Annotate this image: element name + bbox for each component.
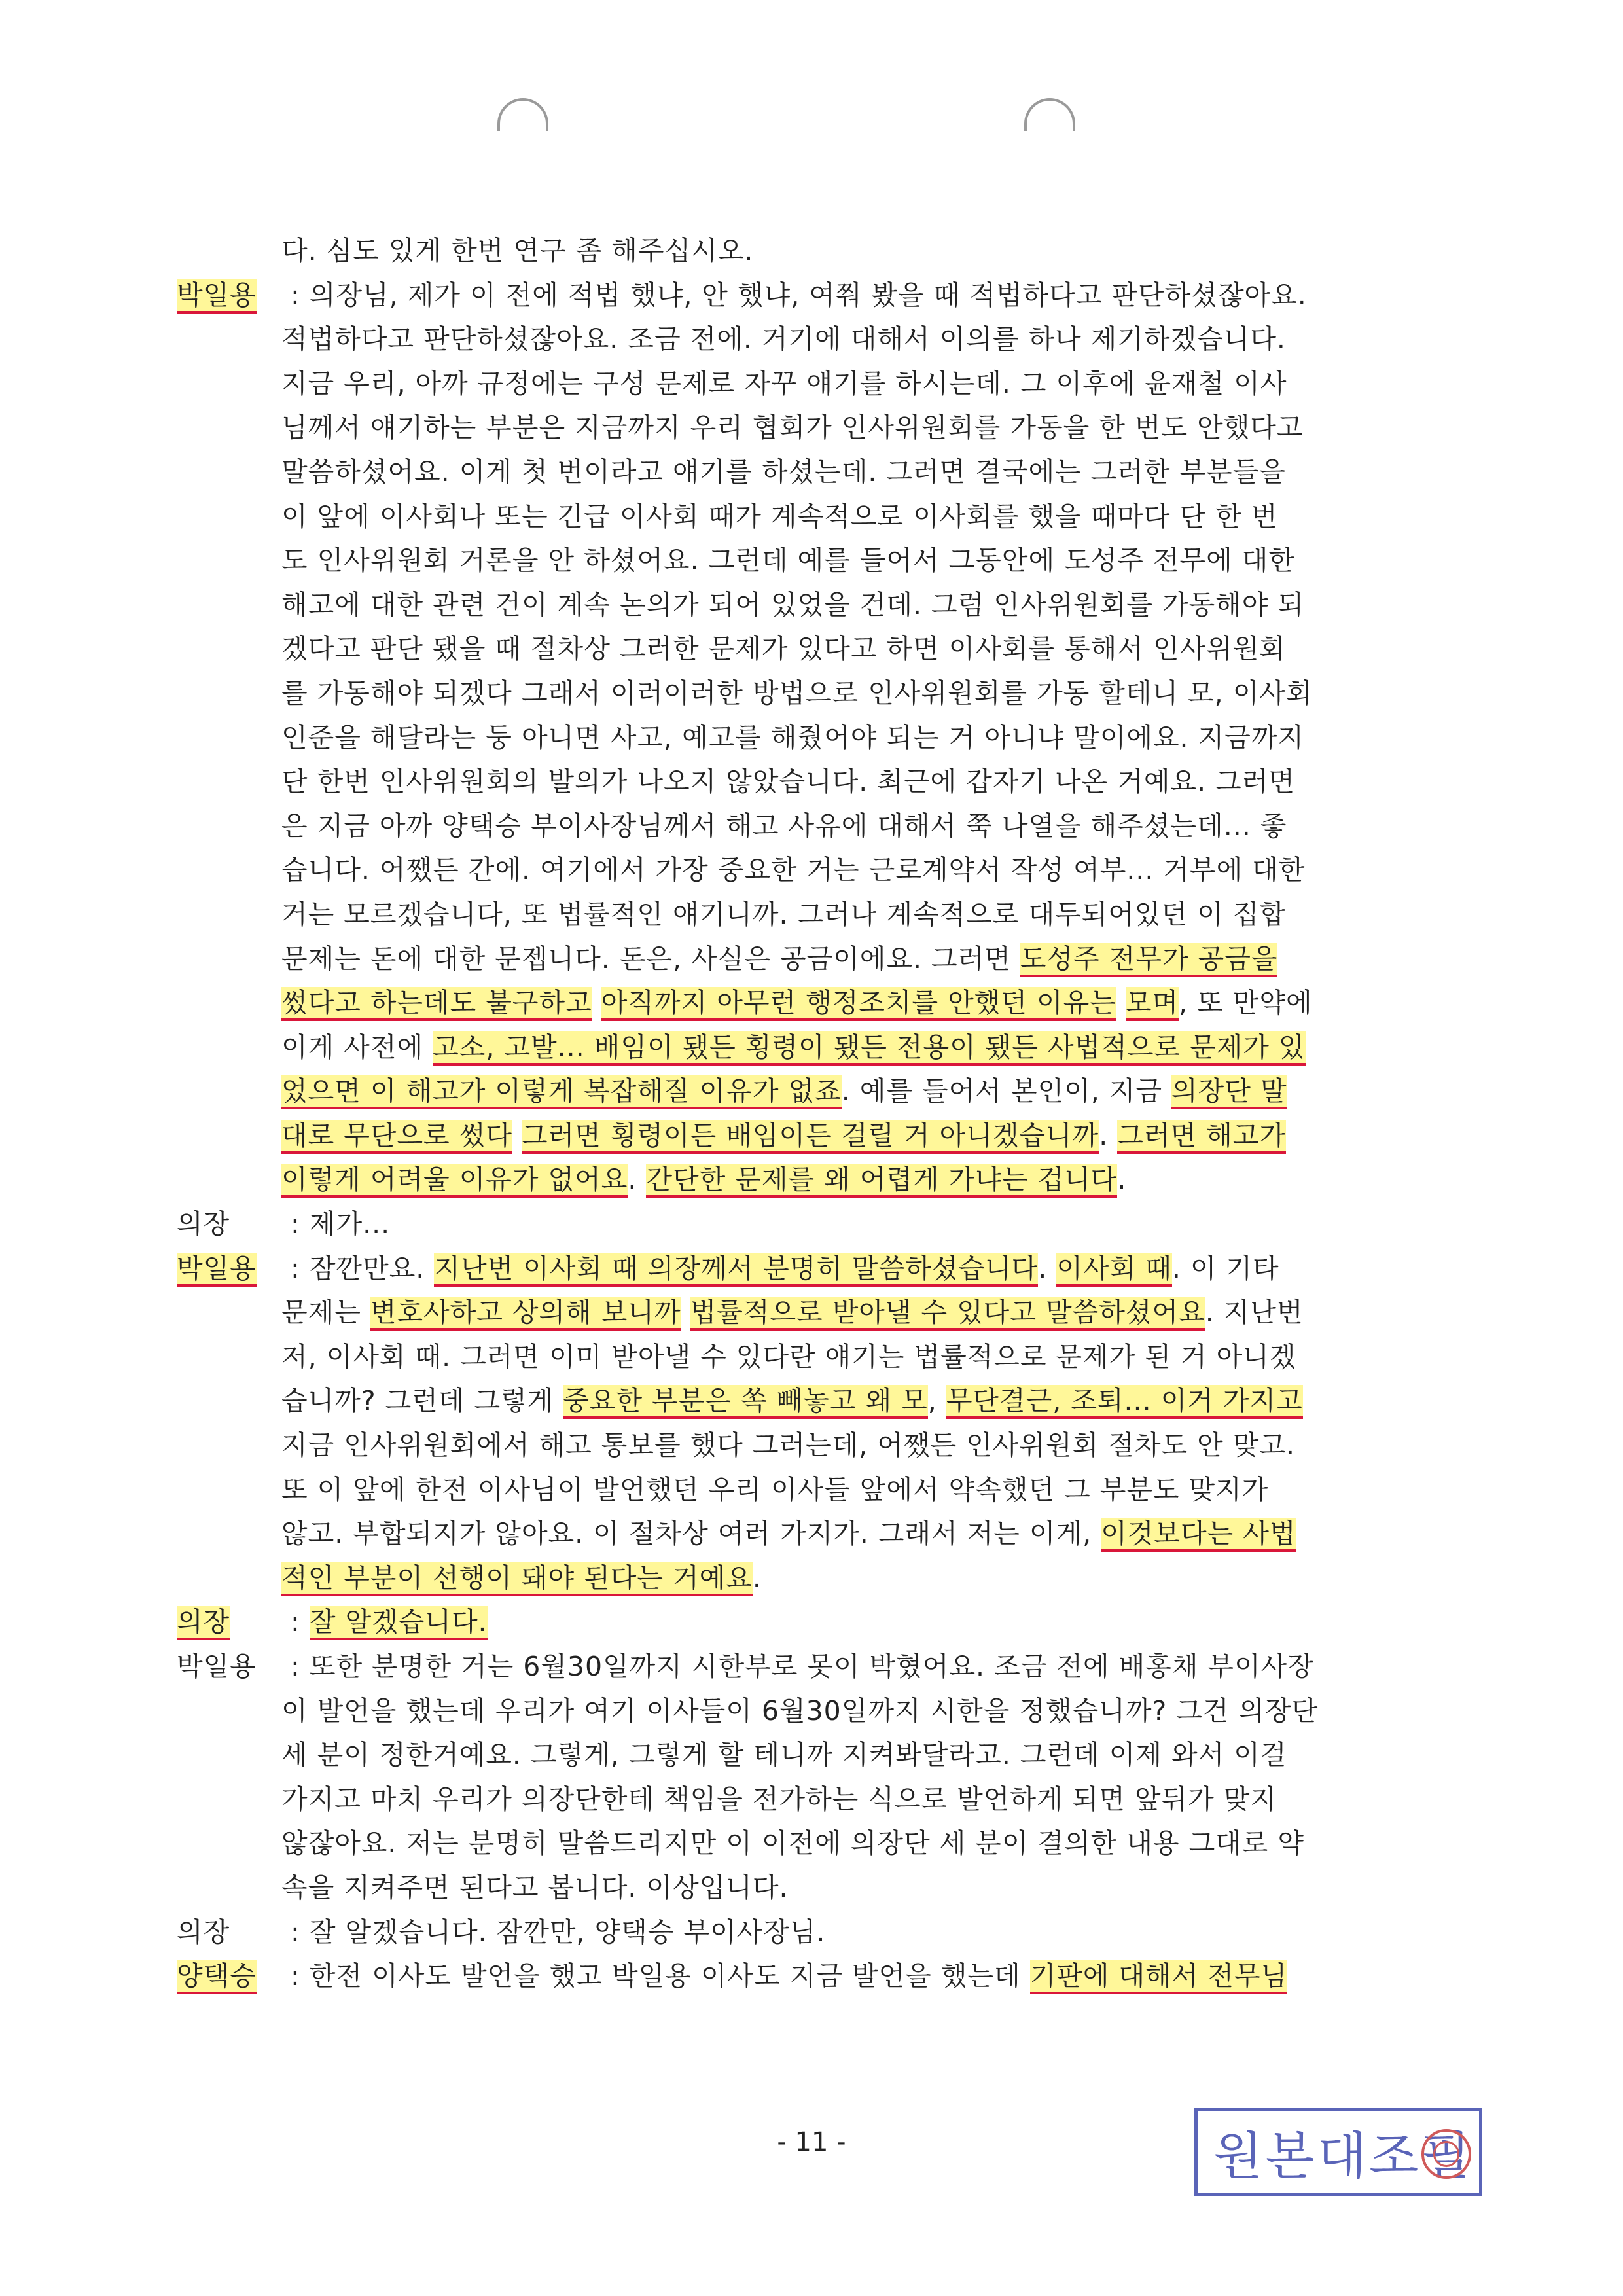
transcript-text: 지금 우리, 아까 규정에는 구성 문제로 자꾸 얘기를 하시는데. 그 이후에 윤재철 이사 — [281, 367, 1287, 399]
speaker-line — [177, 1202, 1459, 1247]
highlighted-text: 적인 부분이 선행이 돼야 된다는 거예요 — [281, 1562, 753, 1596]
original-verified-stamp — [1194, 2108, 1482, 2196]
transcript-line — [177, 848, 1459, 893]
highlighted-text: 기판에 대해서 전무님 — [1030, 1960, 1288, 1994]
transcript-line — [177, 1291, 1459, 1335]
transcript-line — [177, 1778, 1459, 1822]
seal-icon — [1421, 2129, 1471, 2179]
transcript-line — [177, 760, 1459, 804]
transcript-text: 인준을 해달라는 둥 아니면 사고, 예고를 해줬어야 되는 거 아니냐 말이에요. 지금까지 — [281, 721, 1305, 753]
transcript-line — [177, 1512, 1459, 1556]
transcript-text: 겠다고 판단 됐을 때 절차상 그러한 문제가 있다고 하면 이사회를 통해서 인사위원회 — [281, 633, 1286, 665]
transcript-text: : 한전 이사도 발언을 했고 박일용 이사도 지금 발언을 했는데 — [281, 1960, 1030, 1992]
transcript-text: 님께서 얘기하는 부분은 지금까지 우리 협회가 인사위원회를 가동을 한 번도 안했다고 — [281, 412, 1304, 444]
transcript-line — [177, 1821, 1459, 1866]
speaker-name-cell — [177, 274, 281, 318]
transcript-text: 지금 인사위원회에서 해고 통보를 했다 그러는데, 어쨌든 인사위원회 절차도 안 맞고. — [281, 1429, 1295, 1462]
punch-hole-mark — [1024, 98, 1075, 131]
speaker-name: 박일용 — [177, 279, 257, 314]
highlighted-text: 잘 알겠습니다. — [310, 1606, 488, 1640]
transcript-text: 가지고 마치 우리가 의장단한테 책임을 전가하는 식으로 발언하게 되면 앞뒤가 맞지 — [281, 1783, 1277, 1815]
transcript-text: . 예를 들어서 본인이, 지금 — [841, 1075, 1172, 1107]
transcript-line — [177, 893, 1459, 937]
highlighted-text: 지난번 이사회 때 의장께서 분명히 말씀하셨습니다 — [434, 1253, 1038, 1287]
punch-hole-mark — [497, 98, 548, 131]
transcript-text: 거는 모르겠습니다, 또 법률적인 얘기니까. 그러나 계속적으로 대두되어있던 이 집합 — [281, 898, 1286, 930]
transcript-text: , 또 만약에 — [1179, 987, 1313, 1019]
meeting-transcript — [177, 229, 1459, 1999]
transcript-text: . — [1117, 1164, 1127, 1196]
speaker-line — [177, 1645, 1459, 1689]
speaker-name: 의장 — [177, 1606, 230, 1640]
transcript-line — [177, 539, 1459, 583]
transcript-line — [177, 981, 1459, 1026]
highlighted-text: 아직까지 아무런 행정조치를 안했던 이유는 — [601, 987, 1116, 1021]
transcript-text: . — [1038, 1252, 1057, 1284]
speaker-name-cell — [177, 1910, 281, 1955]
highlighted-text: 도성주 전무가 공금을 — [1020, 943, 1278, 977]
speaker-name-cell — [177, 1247, 281, 1291]
transcript-line — [177, 1733, 1459, 1778]
transcript-text: . 이 기타 — [1171, 1252, 1279, 1284]
highlighted-text: 이렇게 어려울 이유가 없어요 — [281, 1164, 628, 1198]
transcript-text: . — [1099, 1119, 1118, 1151]
transcript-text: : 잠깐만요. — [281, 1252, 435, 1284]
transcript-line — [177, 583, 1459, 628]
highlighted-text: 었으면 이 해고가 이렇게 복잡해질 이유가 없죠 — [281, 1075, 842, 1109]
transcript-line — [177, 716, 1459, 761]
transcript-text: 말씀하셨어요. 이게 첫 번이라고 얘기를 하셨는데. 그러면 결국에는 그러한 부분들을 — [281, 456, 1286, 488]
speaker-line — [177, 274, 1459, 318]
transcript-line — [177, 1026, 1459, 1070]
speaker-name-cell — [177, 1645, 281, 1689]
transcript-text: 저, 이사회 때. 그러면 이미 받아낼 수 있다란 얘기는 법률적으로 문제가 된 거 아니겠 — [281, 1340, 1296, 1372]
stamp-text: 원본대조필 — [1213, 2126, 1473, 2186]
highlighted-text: 썼다고 하는데도 불구하고 — [281, 987, 592, 1021]
transcript-text: 적법하다고 판단하셨잖아요. 조금 전에. 거기에 대해서 이의를 하나 제기하겠습니다. — [281, 323, 1286, 355]
transcript-line — [177, 804, 1459, 849]
transcript-line — [177, 1689, 1459, 1734]
transcript-text: 습니다. 어쨌든 간에. 여기에서 가장 중요한 거는 근로계약서 작성 여부... 거부에 대한 — [281, 854, 1306, 886]
speaker-line — [177, 1954, 1459, 1999]
transcript-line — [177, 317, 1459, 362]
transcript-text: 세 분이 정한거예요. 그렇게, 그렇게 할 테니까 지켜봐달라고. 그런데 이제 와서 이걸 — [281, 1739, 1287, 1771]
speaker-name-cell — [177, 1202, 281, 1247]
transcript-line — [177, 229, 1459, 274]
transcript-line — [177, 1424, 1459, 1468]
transcript-text: 은 지금 아까 양택승 부이사장님께서 해고 사유에 대해서 쭉 나열을 해주셨는데... 좋 — [281, 810, 1287, 842]
transcript-line — [177, 362, 1459, 406]
transcript-text: 단 한번 인사위원회의 발의가 나오지 않았습니다. 최근에 갑자기 나온 거예요. 그러면 — [281, 766, 1295, 798]
transcript-text: : 제가... — [281, 1208, 391, 1240]
transcript-text: 않고. 부합되지가 않아요. 이 절차상 여러 가지가. 그래서 저는 이게, — [281, 1518, 1101, 1550]
highlighted-text: 대로 무단으로 썼다 — [281, 1120, 512, 1154]
highlighted-text: 무단결근, 조퇴... 이거 가지고 — [946, 1385, 1303, 1419]
page-number: - 11 - — [777, 2127, 846, 2157]
highlighted-text: 법률적으로 받아낼 수 있다고 말씀하셨어요 — [690, 1297, 1205, 1331]
transcript-line — [177, 1114, 1459, 1158]
speaker-line — [177, 1910, 1459, 1955]
transcript-text: : 잘 알겠습니다. 잠깐만, 양택승 부이사장님. — [281, 1916, 826, 1948]
transcript-text: : 또한 분명한 거는 6월30일까지 시한부로 못이 박혔어요. 조금 전에 배홍채 부이사장 — [281, 1651, 1314, 1682]
highlighted-text: 변호사하고 상의해 보니까 — [370, 1297, 681, 1331]
highlighted-text: 중요한 부분은 쏙 빼놓고 왜 모 — [563, 1385, 927, 1419]
highlighted-text: 고소, 고발... 배임이 됐든 횡령이 됐든 전용이 됐든 사법적으로 문제가 있 — [433, 1031, 1305, 1066]
transcript-text: 습니까? 그런데 그렇게 — [281, 1385, 563, 1417]
highlighted-text: 그러면 해고가 — [1117, 1120, 1286, 1154]
speaker-name: 양택승 — [177, 1960, 257, 1994]
transcript-line — [177, 495, 1459, 539]
transcript-text: : 의장님, 제가 이 전에 적법 했냐, 안 했냐, 여쭤 봤을 때 적법하다고 판단하셨잖아요. — [281, 279, 1307, 311]
highlighted-text: 간단한 문제를 왜 어렵게 가냐는 겁니다 — [646, 1164, 1117, 1198]
highlighted-text: 이것보다는 사법 — [1101, 1518, 1296, 1552]
transcript-line — [177, 937, 1459, 982]
transcript-text: 또 이 앞에 한전 이사님이 발언했던 우리 이사들 앞에서 약속했던 그 부분도 맞지가 — [281, 1473, 1269, 1505]
speaker-name-cell — [177, 1954, 281, 1999]
transcript-text: 다. 심도 있게 한번 연구 좀 해주십시오. — [281, 235, 754, 266]
transcript-line — [177, 406, 1459, 450]
highlighted-text: 의장단 말 — [1171, 1075, 1287, 1109]
highlighted-text: 이사회 때 — [1056, 1253, 1171, 1287]
transcript-text: 이 발언을 했는데 우리가 여기 이사들이 6월30일까지 시한을 정했습니까? 그건 의장단 — [281, 1695, 1319, 1727]
transcript-text: . — [628, 1164, 647, 1196]
transcript-text: 않잖아요. 저는 분명히 말씀드리지만 이 이전에 의장단 세 분이 결의한 내용 그대로 약 — [281, 1827, 1305, 1859]
transcript-text: . 지난번 — [1205, 1297, 1304, 1329]
transcript-text: 를 가동해야 되겠다 그래서 이러이러한 방법으로 인사위원회를 가동 할테니 모, 이사회 — [281, 677, 1313, 709]
transcript-text: 해고에 대한 관련 건이 계속 논의가 되어 있었을 건데. 그럼 인사위원회를 가동해야 되 — [281, 588, 1305, 620]
transcript-line — [177, 450, 1459, 495]
speaker-name: 박일용 — [177, 1253, 257, 1287]
transcript-text: . — [752, 1562, 762, 1594]
speaker-name: 의장 — [177, 1916, 230, 1948]
transcript-line — [177, 1335, 1459, 1380]
transcript-line — [177, 672, 1459, 716]
highlighted-text: 모며 — [1126, 987, 1179, 1021]
transcript-text — [592, 987, 601, 1018]
transcript-line — [177, 1468, 1459, 1513]
transcript-line — [177, 1556, 1459, 1601]
transcript-text: 속을 지켜주면 된다고 봅니다. 이상입니다. — [281, 1871, 789, 1903]
transcript-line — [177, 1866, 1459, 1910]
transcript-line — [177, 1158, 1459, 1202]
transcript-text: 이 앞에 이사회나 또는 긴급 이사회 때가 계속적으로 이사회를 했을 때마다 단 한 번 — [281, 500, 1278, 532]
speaker-name: 의장 — [177, 1208, 230, 1240]
speaker-name-cell — [177, 1600, 281, 1645]
transcript-text — [1116, 987, 1126, 1018]
transcript-line — [177, 1069, 1459, 1114]
transcript-text: 도 인사위원회 거론을 안 하셨어요. 그런데 예를 들어서 그동안에 도성주 전무에 대한 — [281, 545, 1295, 577]
speaker-line — [177, 1247, 1459, 1291]
transcript-line — [177, 627, 1459, 672]
transcript-text — [681, 1297, 690, 1328]
transcript-text: 문제는 — [281, 1297, 370, 1329]
transcript-text: 이게 사전에 — [281, 1031, 433, 1063]
speaker-name: 박일용 — [177, 1651, 257, 1682]
transcript-text: : — [281, 1606, 310, 1638]
transcript-text: , — [927, 1385, 946, 1417]
speaker-line — [177, 1600, 1459, 1645]
transcript-line — [177, 1379, 1459, 1424]
transcript-text: 문제는 돈에 대한 문젭니다. 돈은, 사실은 공금이에요. 그러면 — [281, 942, 1020, 975]
highlighted-text: 그러면 횡령이든 배임이든 걸릴 거 아니겠습니까 — [522, 1120, 1099, 1154]
transcript-text — [512, 1120, 522, 1151]
